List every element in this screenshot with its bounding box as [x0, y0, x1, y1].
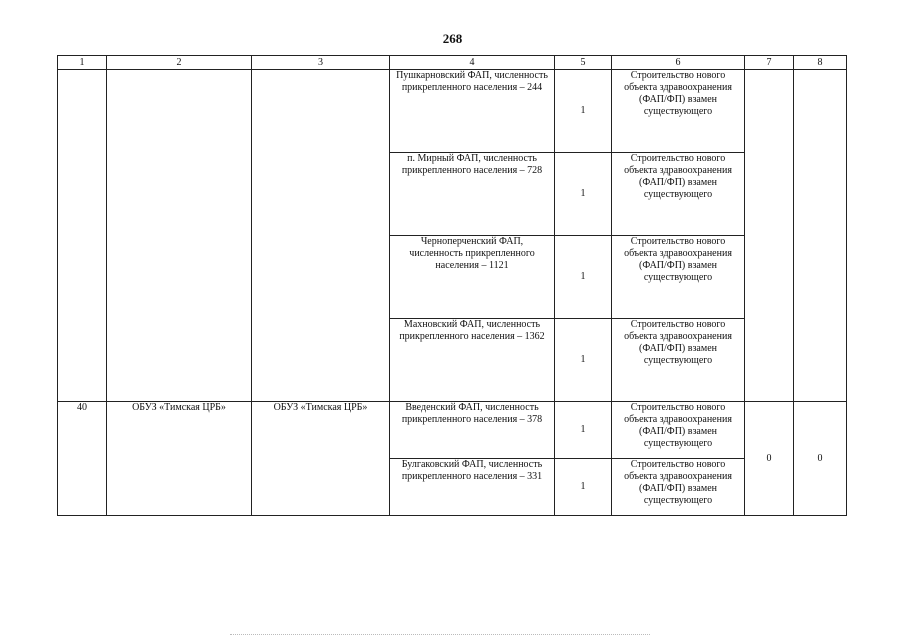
facility-cell: Черноперченский ФАП, численность прикрепленного населения – 1121 [390, 236, 555, 319]
action-cell: Строительство нового объекта здравоохранения (ФАП/ФП) взамен существующего [612, 459, 745, 516]
organization-cell: ОБУЗ «Тимская ЦРБ» [252, 402, 390, 516]
column-header: 8 [794, 56, 847, 70]
cell-org2-continued [252, 70, 390, 402]
column-header: 2 [107, 56, 252, 70]
cell-org-continued [107, 70, 252, 402]
organization-cell: ОБУЗ «Тимская ЦРБ» [107, 402, 252, 516]
action-cell: Строительство нового объекта здравоохранения (ФАП/ФП) взамен существующего [612, 319, 745, 402]
quantity-cell: 1 [555, 402, 612, 459]
cell-col7-continued [745, 70, 794, 402]
cell-col8-continued [794, 70, 847, 402]
row-number-cell: 40 [58, 402, 107, 516]
column-header: 4 [390, 56, 555, 70]
table-row [58, 70, 847, 153]
document-table [57, 55, 847, 516]
facility-cell: Махновский ФАП, численность прикрепленного населения – 1362 [390, 319, 555, 402]
table-row [58, 402, 847, 459]
facility-cell: Булгаковский ФАП, численность прикрепленного населения – 331 [390, 459, 555, 516]
quantity-cell: 1 [555, 319, 612, 402]
quantity-cell: 1 [555, 459, 612, 516]
action-cell: Строительство нового объекта здравоохранения (ФАП/ФП) взамен существующего [612, 70, 745, 153]
column-header: 5 [555, 56, 612, 70]
column-header: 6 [612, 56, 745, 70]
column-header: 3 [252, 56, 390, 70]
column-number-row [58, 56, 847, 70]
cell-num-continued [58, 70, 107, 402]
action-cell: Строительство нового объекта здравоохранения (ФАП/ФП) взамен существующего [612, 153, 745, 236]
scan-edge-line [230, 634, 650, 635]
action-cell: Строительство нового объекта здравоохранения (ФАП/ФП) взамен существующего [612, 236, 745, 319]
action-cell: Строительство нового объекта здравоохранения (ФАП/ФП) взамен существующего [612, 402, 745, 459]
facility-cell: Пушкарновский ФАП, численность прикрепленного населения – 244 [390, 70, 555, 153]
quantity-cell: 1 [555, 236, 612, 319]
facility-cell: Введенский ФАП, численность прикрепленного населения – 378 [390, 402, 555, 459]
column-header: 1 [58, 56, 107, 70]
col7-value-cell: 0 [745, 402, 794, 516]
facility-cell: п. Мирный ФАП, численность прикрепленного населения – 728 [390, 153, 555, 236]
quantity-cell: 1 [555, 70, 612, 153]
column-header: 7 [745, 56, 794, 70]
quantity-cell: 1 [555, 153, 612, 236]
page-number: 268 [442, 31, 463, 46]
col8-value-cell: 0 [794, 402, 847, 516]
